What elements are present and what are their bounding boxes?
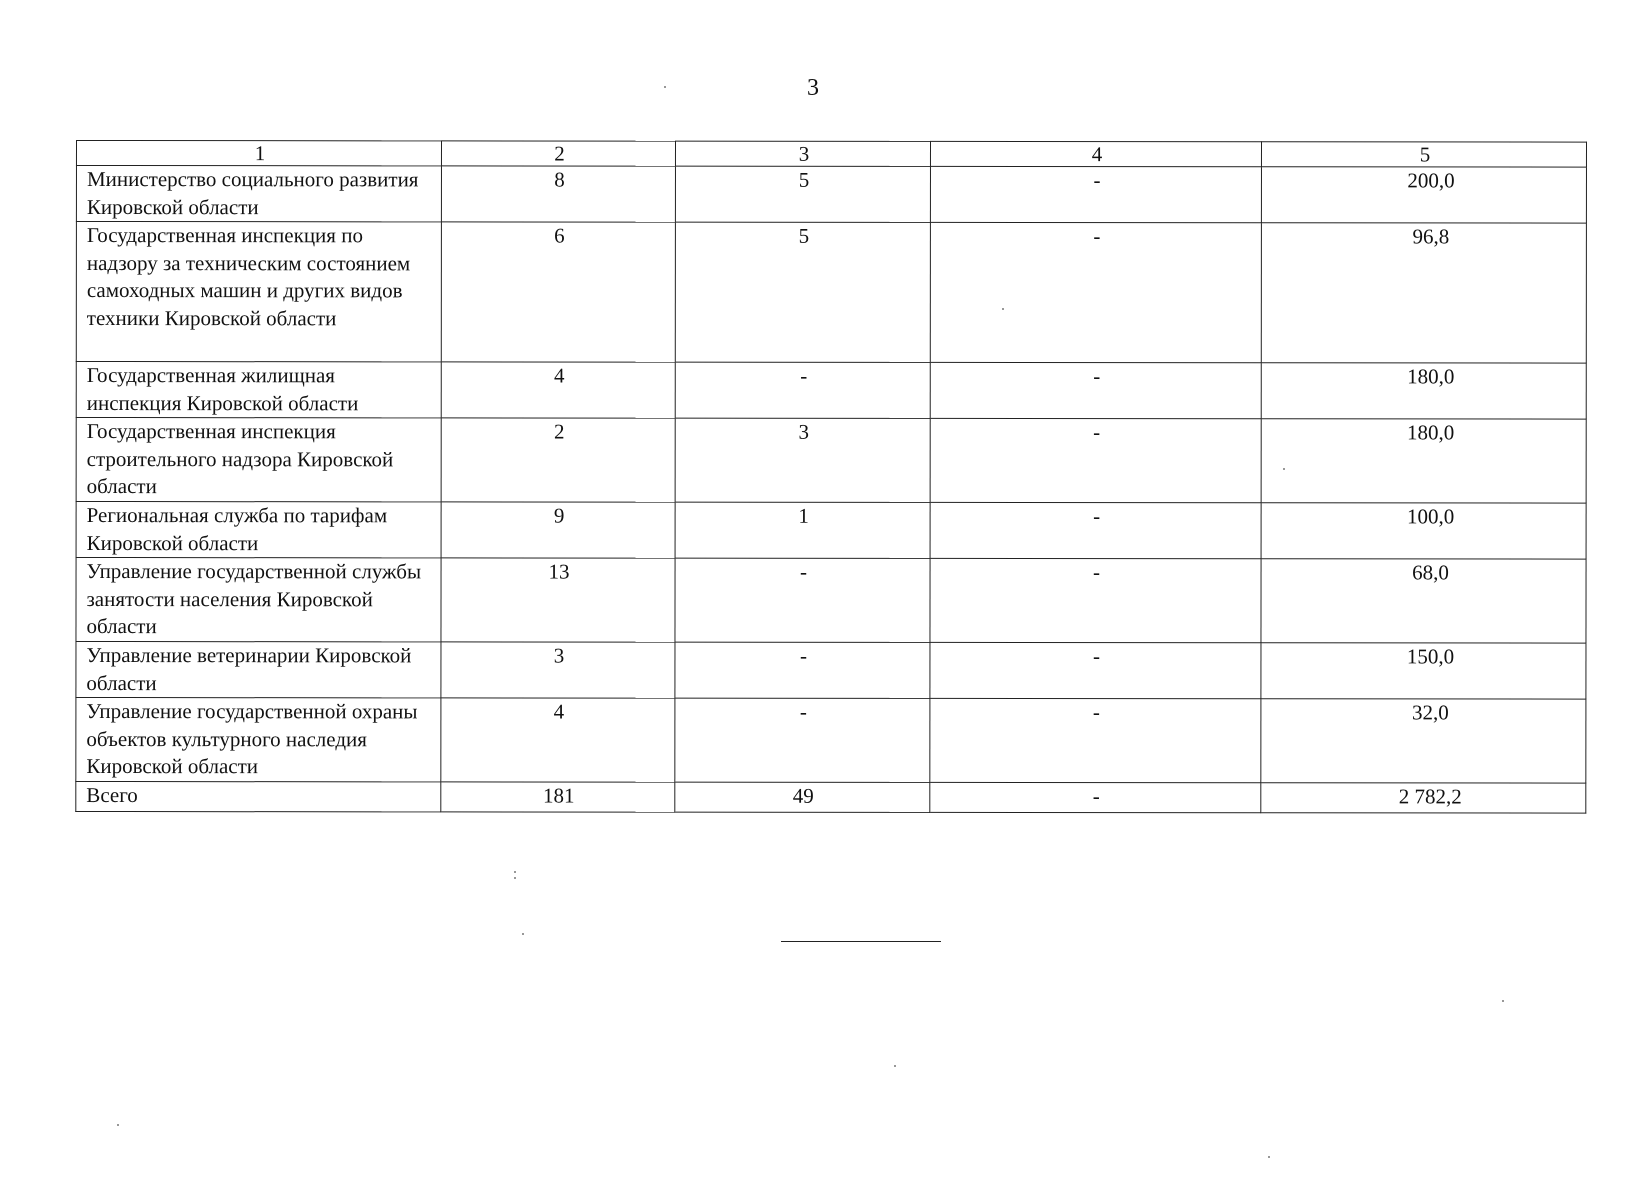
scan-speck [894, 1065, 896, 1067]
scan-speck [664, 86, 666, 88]
value-cell-col3: 5 [675, 222, 930, 362]
value-cell-col3: - [675, 362, 930, 418]
scan-speck [1502, 1000, 1504, 1002]
organization-cell: Государственная жилищная инспекция Кировской области [76, 362, 441, 418]
table-row [76, 418, 1586, 504]
scan-speck [514, 871, 516, 873]
table-row [76, 558, 1586, 644]
scan-speck [1002, 308, 1004, 310]
table-header-row [76, 141, 1586, 168]
value-cell-col3: 1 [675, 502, 930, 558]
scan-speck [1268, 1156, 1270, 1158]
column-header-3: 3 [675, 141, 930, 166]
organization-cell: Министерство социального развития Кировской области [76, 166, 441, 222]
value-cell-col5: 32,0 [1261, 699, 1586, 783]
value-cell-col4: - [930, 418, 1261, 502]
value-cell-col2: 2 [441, 418, 675, 502]
value-cell-col5: 96,8 [1261, 223, 1586, 363]
total-cell-col4: - [930, 782, 1261, 812]
table-row [76, 698, 1586, 784]
total-label-cell: Всего [76, 782, 441, 812]
value-cell-col2: 3 [441, 642, 675, 698]
column-header-1: 1 [76, 141, 441, 166]
value-cell-col3: 5 [675, 166, 930, 222]
total-cell-col3: 49 [675, 782, 930, 812]
table-row [76, 502, 1586, 560]
value-cell-col2: 6 [441, 222, 675, 362]
value-cell-col4: - [930, 166, 1261, 222]
value-cell-col4: - [930, 558, 1261, 642]
value-cell-col4: - [930, 502, 1261, 558]
value-cell-col4: - [930, 642, 1261, 698]
page-number: 3 [807, 75, 819, 101]
table-row [76, 166, 1586, 224]
table-row [76, 362, 1586, 420]
value-cell-col4: - [930, 362, 1261, 418]
total-cell-col2: 181 [441, 782, 675, 812]
total-cell-col5: 2 782,2 [1261, 783, 1586, 813]
value-cell-col3: - [675, 642, 930, 698]
organization-cell: Государственная инспекция по надзору за техническим состоянием самоходных машин и других видов техники Кировской области [76, 222, 441, 362]
column-header-4: 4 [930, 141, 1261, 166]
organization-cell: Управление государственной охраны объектов культурного наследия Кировской области [76, 698, 441, 782]
scan-speck [117, 1124, 119, 1126]
closing-rule-divider [781, 941, 941, 942]
organization-cell: Региональная служба по тарифам Кировской области [76, 502, 441, 558]
value-cell-col2: 9 [441, 502, 675, 558]
table-row [76, 222, 1586, 364]
value-cell-col5: 100,0 [1261, 503, 1586, 559]
value-cell-col5: 180,0 [1261, 419, 1586, 503]
allocation-table [75, 140, 1587, 814]
value-cell-col2: 4 [441, 362, 675, 418]
value-cell-col3: - [675, 698, 930, 782]
scan-speck [514, 877, 516, 879]
scan-speck [1283, 468, 1285, 470]
organization-cell: Государственная инспекция строительного надзора Кировской области [76, 418, 441, 502]
column-header-2: 2 [441, 141, 675, 166]
value-cell-col2: 4 [441, 698, 675, 782]
value-cell-col3: - [675, 558, 930, 642]
value-cell-col3: 3 [675, 418, 930, 502]
value-cell-col5: 180,0 [1261, 363, 1586, 419]
organization-cell: Управление ветеринарии Кировской области [76, 642, 441, 698]
value-cell-col2: 8 [441, 166, 675, 222]
organization-cell: Управление государственной службы занятости населения Кировской области [76, 558, 441, 642]
table-row [76, 642, 1586, 700]
scan-speck [522, 933, 524, 935]
value-cell-col5: 68,0 [1261, 559, 1586, 643]
column-header-5: 5 [1261, 142, 1586, 167]
value-cell-col5: 150,0 [1261, 643, 1586, 699]
value-cell-col4: - [930, 222, 1261, 362]
table-total-row [76, 782, 1586, 814]
value-cell-col2: 13 [441, 558, 675, 642]
value-cell-col4: - [930, 698, 1261, 782]
value-cell-col5: 200,0 [1261, 167, 1586, 223]
